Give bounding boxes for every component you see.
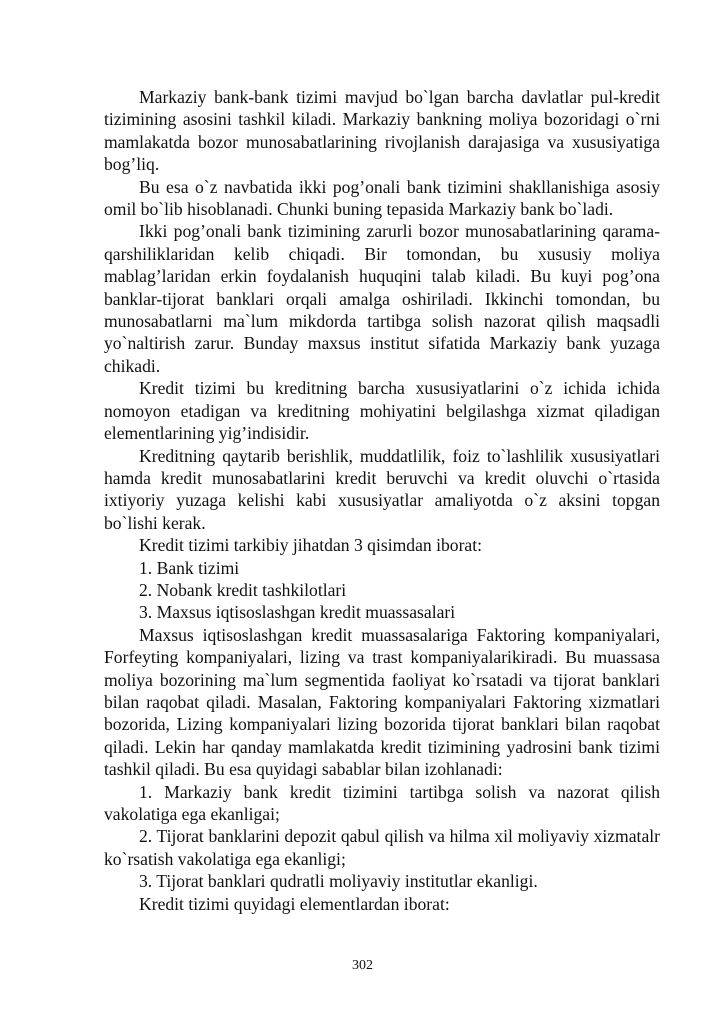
paragraph: Ikki pog’onali bank tizimining zarurli bozor munosabatlarining qarama-qarshiliklaridan kelib chiqadi. Bir tomondan, bu xususiy moliya mablag’laridan erkin foydalanish huquqini talab kiladi. Bu kuyi pog’ona banklar-tijorat banklari orqali amalga oshiriladi. Ikkinchi tomondan, bu munosabatlarni ma`lum mikdorda tartibga solish nazorat qilish maqsadli yo`naltirish zarur. Bunday maxsus institut sifatida Markaziy bank yuzaga chikadi. (104, 221, 660, 376)
paragraph: Maxsus iqtisoslashgan kredit muassasalariga Faktoring kompaniyalari, Forfeyting kompaniyalari, lizing va trast kompaniyalarikiradi. Bu muassasa moliya bozorining ma`lum segmentida faoliyat ko`rsatadi va tijorat banklari bilan raqobat qiladi. Masalan, Faktoring kompaniyalari Faktoring xizmatlari bozorida, Lizing kompaniyalari lizing bozorida tijorat banklari bilan raqobat qiladi. Lekin har qanday mamlakatda kredit tizimining yadrosini bank tizimi tashkil qiladi. Bu esa quyidagi sabablar bilan izohlanadi: (104, 624, 660, 780)
page-number: 302 (352, 958, 373, 973)
page-body (104, 86, 660, 915)
list-item: 3. Tijorat banklari qudratli moliyaviy institutlar ekanligi. (139, 871, 538, 892)
list-item: 2. Nobank kredit tashkilotlari (139, 579, 347, 600)
list-item: 1. Bank tizimi (139, 557, 240, 578)
paragraph: Kreditning qaytarib berishlik, muddatlilik, foiz to`lashlilik xususiyatlari hamda kredit munosabatlarini kredit beruvchi va kredit oluvchi o`rtasida ixtiyoriy yuzaga kelishi kabi xususiyatlar amaliyotda o`z aksini topgan bo`lishi kerak. (104, 445, 660, 533)
list-item: 2. Tijorat banklarini depozit qabul qilish va hilma xil moliyaviy xizmatalr ko`rsatish vakolatiga ega ekanligi; (104, 826, 660, 869)
list-item: 3. Maxsus iqtisoslashgan kredit muassasalari (139, 602, 456, 623)
paragraph: Kredit tizimi tarkibiy jihatdan 3 qisimdan iborat: (139, 535, 483, 556)
list-item: 1. Markaziy bank kredit tizimini tartibga solish va nazorat qilish vakolatiga ega ekanligai; (104, 781, 660, 824)
paragraph: Kredit tizimi quyidagi elementlardan iborat: (139, 893, 450, 914)
paragraph: Kredit tizimi bu kreditning barcha xususiyatlarini o`z ichida ichida nomoyon etadigan va kreditning mohiyatini belgilashga xizmat qiladigan elementlarining yig’indisidir. (104, 378, 660, 444)
paragraph: Bu esa o`z navbatida ikki pog’onali bank tizimini shakllanishiga asosiy omil bo`lib hisoblanadi. Chunki buning tepasida Markaziy bank bo`ladi. (104, 176, 660, 220)
paragraph: Markaziy bank-bank tizimi mavjud bo`lgan barcha davlatlar pul-kredit tizimining asosini tashkil kiladi. Markaziy bankning moliya bozoridagi o`rni mamlakatda bozor munosabatlarining rivojlanish darajasiga va xususiyatiga bog’liq. (104, 87, 660, 175)
